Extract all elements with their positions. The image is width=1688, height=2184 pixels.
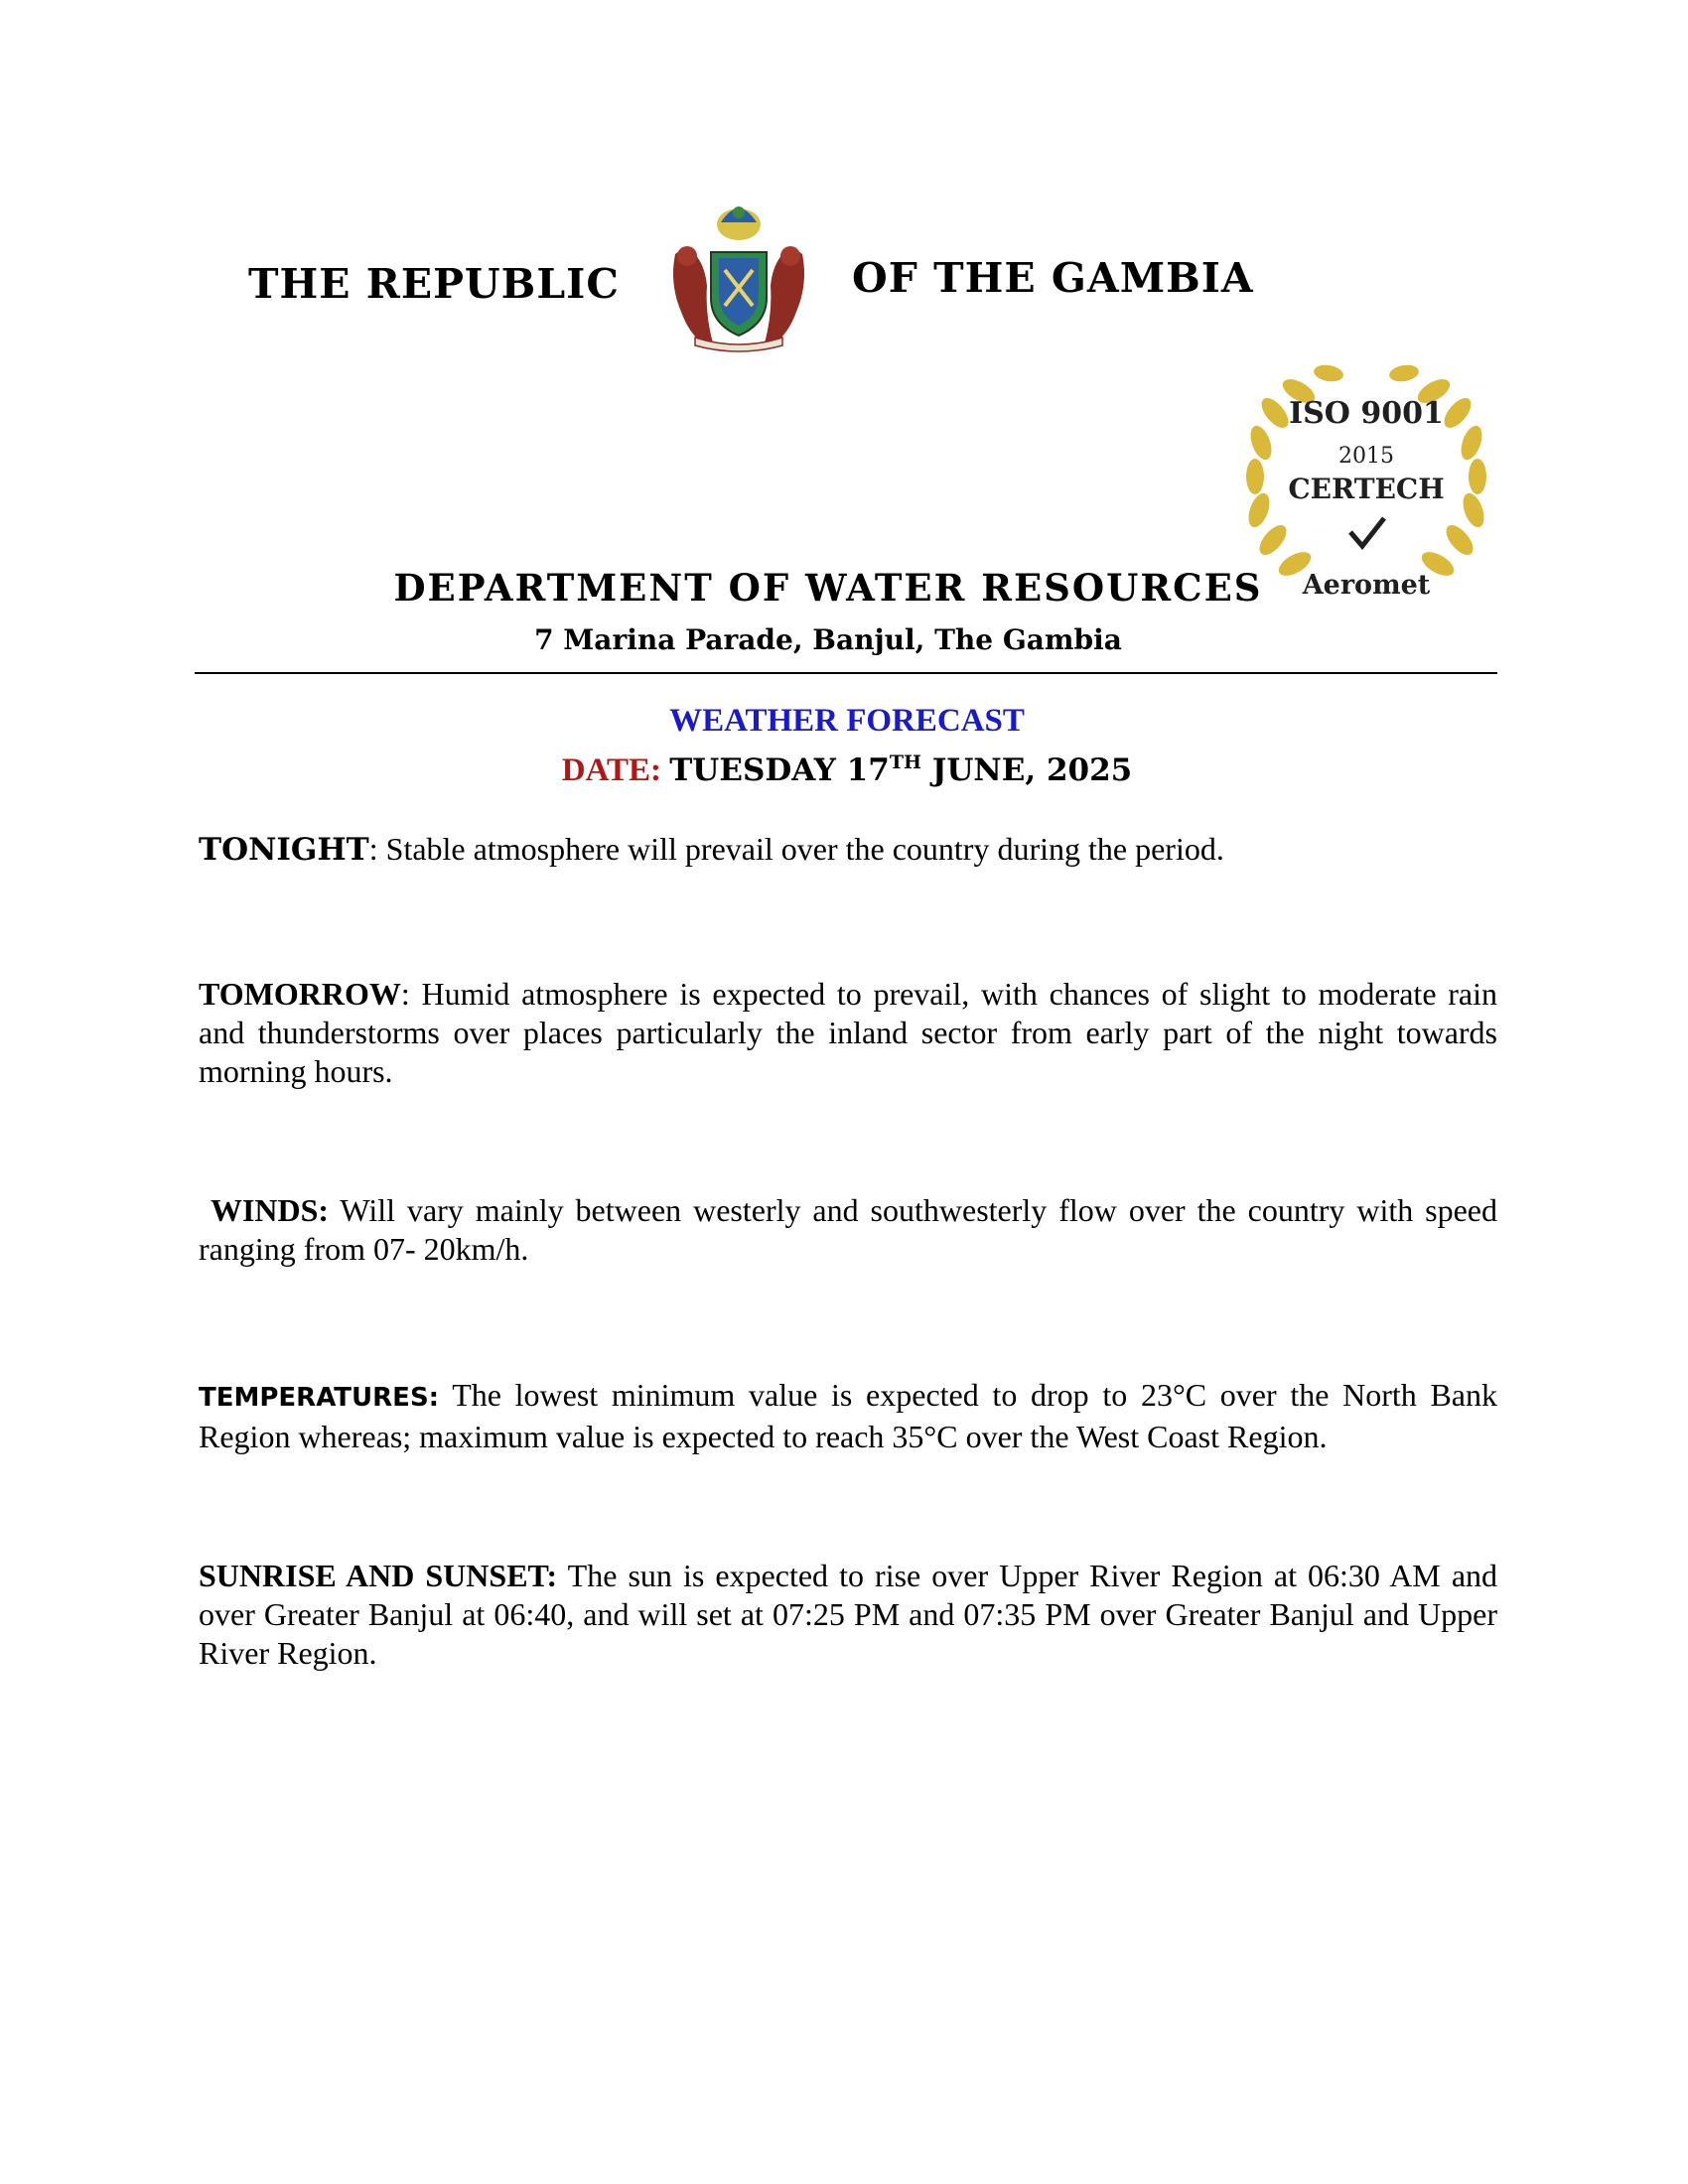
iso-issuer-text: CERTECH bbox=[1288, 473, 1445, 505]
forecast-date bbox=[0, 752, 1688, 789]
section-tomorrow bbox=[199, 975, 1497, 1091]
section-text: The lowest minimum value is expected to drop to 23°C over the North Bank Region whereas; maximum value is expected to reach 35°C over the West Coast Region. bbox=[199, 1377, 1498, 1454]
header-right-title: OF THE GAMBIA bbox=[852, 254, 1254, 302]
iso-standard-text: ISO 9001 bbox=[1289, 396, 1444, 431]
section-text: Humid atmosphere is expected to prevail, with chances of slight to moderate rain and thunderstorms over places particularly the inland sector from early part of the night towards morning hours. bbox=[199, 976, 1498, 1089]
header-left-title: THE REPUBLIC bbox=[248, 260, 620, 308]
section-sunrise-sunset bbox=[199, 1557, 1497, 1673]
header-divider bbox=[195, 672, 1497, 674]
section-tonight bbox=[199, 830, 1497, 870]
date-day: TUESDAY 17 bbox=[669, 752, 890, 788]
section-text: The sun is expected to rise over Upper River Region at 06:30 AM and over Greater Banjul at 06:40, and will set at 07:25 PM and 07:35 PM over Greater Banjul and Upper River Region. bbox=[199, 1558, 1498, 1671]
department-name: DEPARTMENT OF WATER RESOURCES bbox=[393, 566, 1263, 610]
section-label: WINDS: bbox=[210, 1192, 330, 1228]
coat-of-arms-icon bbox=[659, 195, 818, 353]
section-separator bbox=[557, 1558, 567, 1593]
section-temperatures bbox=[199, 1376, 1497, 1456]
section-winds bbox=[199, 1191, 1497, 1269]
checkmark-icon bbox=[1350, 518, 1384, 546]
section-label: TOMORROW bbox=[199, 976, 401, 1012]
section-label: TONIGHT bbox=[199, 832, 369, 868]
iso-organization-text: Aeromet bbox=[1302, 570, 1431, 601]
iso-year-text: 2015 bbox=[1338, 444, 1394, 469]
date-label: DATE: bbox=[561, 752, 661, 788]
section-separator bbox=[439, 1377, 452, 1413]
section-label: SUNRISE AND SUNSET: bbox=[199, 1558, 558, 1593]
department-address: 7 Marina Parade, Banjul, The Gambia bbox=[534, 623, 1122, 656]
forecast-title: WEATHER FORECAST bbox=[669, 703, 1025, 739]
section-separator bbox=[329, 1192, 340, 1228]
date-rest: JUNE, 2025 bbox=[920, 752, 1133, 788]
section-label: TEMPERATURES: bbox=[199, 1383, 440, 1413]
section-text: Stable atmosphere will prevail over the country during the period. bbox=[385, 831, 1224, 867]
date-ordinal-suffix: TH bbox=[889, 751, 921, 773]
section-text: Will vary mainly between westerly and southwesterly flow over the country with speed ranging from 07- 20km/h. bbox=[199, 1192, 1498, 1267]
section-separator: : bbox=[400, 976, 422, 1012]
section-separator: : bbox=[368, 831, 386, 867]
